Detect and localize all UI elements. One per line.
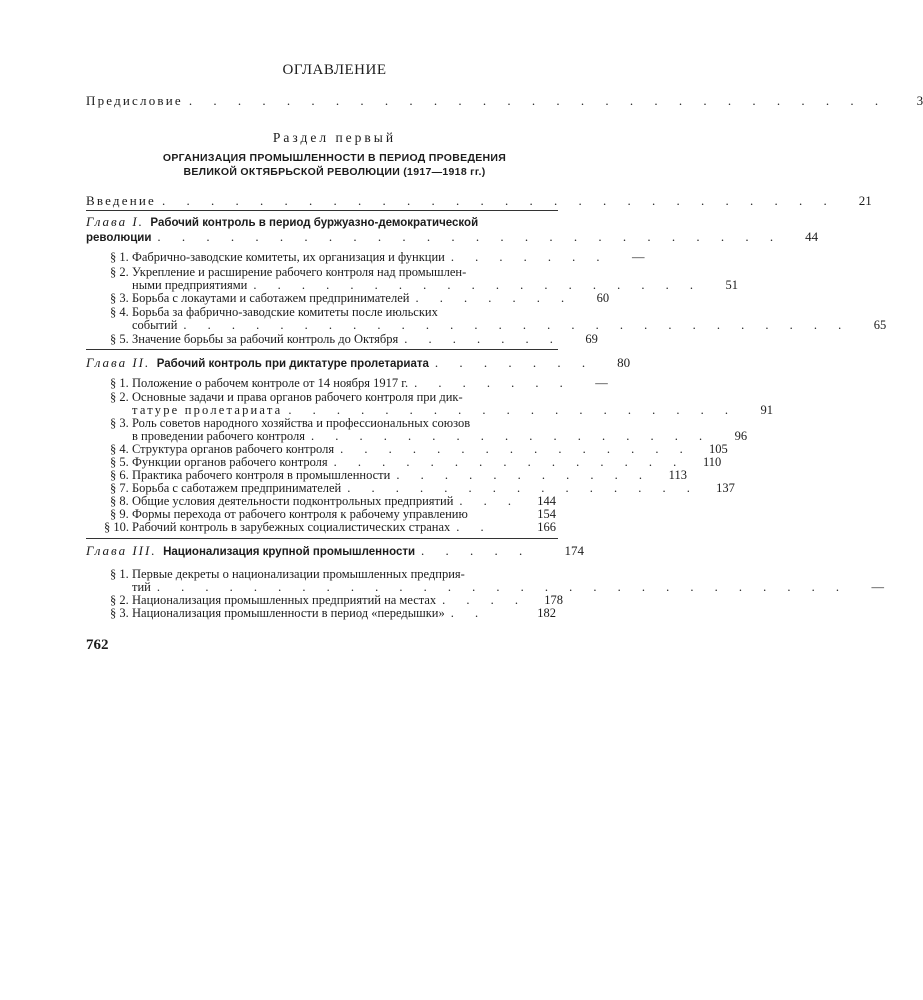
section-mark: § 3.	[110, 416, 129, 430]
section-title: Борьба за фабрично-заводские комитеты после июльских	[132, 305, 438, 319]
section-mark: § 4.	[110, 442, 129, 456]
chapter-title-cont: революции	[86, 232, 152, 244]
toc-section-1-4-cont[interactable]: событий . . . . . . . . . . . . . . . . . . . . . . . . . . . . 65	[132, 318, 887, 332]
chapter-1-title-line1[interactable]	[86, 215, 558, 230]
entry-page: 21	[858, 193, 872, 208]
section-page: 60	[596, 291, 610, 305]
toc-section-3-2[interactable]: § 2. Национализация промышленных предприятий на местах . . . . 178	[110, 593, 564, 607]
toc-section-2-7[interactable]: § 7. Борьба с саботажем предпринимателей . . . . . . . . . . . . . . . 137	[110, 481, 735, 495]
toc-section-2-2-cont[interactable]: татуре пролетариата . . . . . . . . . . . . . . . . . . . 91	[132, 403, 774, 417]
section-mark: § 2.	[110, 265, 129, 279]
section-page: 166	[537, 520, 556, 534]
section-page: 154	[537, 507, 556, 521]
chapter-page: 174	[564, 543, 584, 558]
section-title: Значение борьбы за рабочий контроль до Октября	[132, 332, 399, 346]
chapter-page: 44	[805, 229, 819, 244]
section-page: 113	[668, 468, 687, 482]
section-label: Раздел первый	[272, 130, 397, 145]
section-title: Основные задачи и права органов рабочего контроля при дик-	[132, 390, 463, 404]
section-page: 178	[544, 593, 564, 607]
chapter-title: Национализация крупной промышленности	[163, 546, 416, 558]
section-title: Первые декреты о национализации промышленных предприя-	[132, 567, 465, 581]
section-page: 182	[537, 606, 556, 620]
section-title: Национализация промышленных предприятий на местах	[132, 593, 437, 607]
section-title: Положение о рабочем контроле от 14 ноября 1917 г.	[132, 376, 409, 390]
section-page: 137	[716, 481, 735, 495]
section-subtitle-line2: ВЕЛИКОЙ ОКТЯБРЬСКОЙ РЕВОЛЮЦИИ (1917—1918 гг.)	[183, 166, 486, 178]
section-mark: § 1.	[110, 376, 129, 390]
chapter-title: Рабочий контроль в период буржуазно-демократической	[150, 217, 479, 229]
section-title-cont: событий	[132, 318, 178, 332]
page-number: 762	[86, 637, 109, 653]
toc-section-2-8[interactable]: § 8. Общие условия деятельности подконтрольных предприятий . . . 144	[110, 494, 557, 508]
section-mark: § 1.	[110, 250, 129, 264]
section-page: —	[871, 580, 884, 594]
section-page: —	[632, 250, 645, 264]
section-title: Рабочий контроль в зарубежных социалистических странах	[132, 520, 451, 534]
entry-label: Введение	[86, 193, 156, 208]
section-title: Функции органов рабочего контроля	[132, 455, 328, 469]
section-title: Борьба с саботажем предпринимателей	[132, 481, 342, 495]
section-mark: § 7.	[110, 481, 129, 495]
chapter-label: Глава I.	[86, 214, 144, 229]
chapter-1-title-line2[interactable]: революции . . . . . . . . . . . . . . . . . . . . . . . . . . 44	[86, 229, 819, 244]
toc-entry-intro[interactable]: Введение . . . . . . . . . . . . . . . . . . . . . . . . . . . . 21	[86, 193, 872, 208]
toc-section-2-1[interactable]: § 1. Положение о рабочем контроле от 14 ноября 1917 г. . . . . . . . —	[110, 376, 608, 390]
section-mark: § 1.	[110, 567, 129, 581]
section-mark: § 8.	[110, 494, 129, 508]
section-title: Укрепление и расширение рабочего контроля над промышлен-	[132, 265, 467, 279]
section-page: 144	[537, 494, 557, 508]
section-title: Практика рабочего контроля в промышленности	[132, 468, 391, 482]
divider	[86, 538, 558, 539]
toc-title: ОГЛАВЛЕНИЕ	[282, 62, 387, 78]
section-title: Национализация промышленности в период «передышки»	[132, 606, 445, 620]
section-page: 51	[725, 278, 738, 292]
toc-section-2-10[interactable]: § 10. Рабочий контроль в зарубежных социалистических странах . . 166	[104, 520, 556, 534]
section-page: —	[595, 376, 608, 390]
section-title-cont: татуре пролетариата	[132, 403, 283, 417]
section-mark: § 5.	[110, 455, 129, 469]
toc-section-3-1-cont[interactable]: тий . . . . . . . . . . . . . . . . . . . . . . . . . . . . . —	[132, 580, 884, 594]
section-page: 105	[708, 442, 728, 456]
section-page: 110	[702, 455, 722, 469]
section-title: Структура органов рабочего контроля	[132, 442, 335, 456]
chapter-title: Рабочий контроль при диктатуре пролетариата	[156, 358, 429, 370]
toc-section-1-2-cont[interactable]: ными предприятиями . . . . . . . . . . . . . . . . . . . 51	[132, 278, 738, 292]
section-mark: § 10.	[104, 520, 129, 534]
section-title: Роль советов народного хозяйства и профессиональных союзов	[132, 416, 471, 430]
section-page: 91	[760, 403, 774, 417]
toc-section-1-3[interactable]: § 3. Борьба с локаутами и саботажем предпринимателей . . . . . . . 60	[110, 291, 610, 305]
chapter-2-title[interactable]: Глава II. Рабочий контроль при диктатуре пролетариата . . . . . . . 80	[86, 355, 631, 370]
toc-section-3-3[interactable]: § 3. Национализация промышленности в период «передышки» . . 182	[110, 606, 556, 620]
section-mark: § 5.	[110, 332, 129, 346]
section-title: Фабрично-заводские комитеты, их организация и функции	[132, 250, 445, 264]
section-mark: § 3.	[110, 606, 129, 620]
section-title: Формы перехода от рабочего контроля к рабочему управлению	[132, 507, 468, 521]
section-mark: § 9.	[110, 507, 129, 521]
chapter-page: 80	[617, 355, 631, 370]
chapter-label: Глава III.	[86, 543, 157, 558]
section-page: 65	[873, 318, 887, 332]
section-title-cont: ными предприятиями	[132, 278, 248, 292]
section-title: Борьба с локаутами и саботажем предпринимателей	[132, 291, 410, 305]
section-title-cont: тий	[132, 580, 151, 594]
toc-entry-preface[interactable]: Предисловие . . . . . . . . . . . . . . . . . . . . . . . . . . . . . 3	[86, 93, 923, 108]
section-mark: § 2.	[110, 390, 129, 404]
section-mark: § 3.	[110, 291, 129, 305]
section-mark: § 6.	[110, 468, 129, 482]
toc-section-2-3-cont[interactable]: в проведении рабочего контроля . . . . . . . . . . . . . . . . . 96	[132, 429, 748, 443]
toc-section-2-4[interactable]: § 4. Структура органов рабочего контроля . . . . . . . . . . . . . . . 105	[110, 442, 728, 456]
section-title-cont: в проведении рабочего контроля	[132, 429, 305, 443]
toc-section-2-5[interactable]: § 5. Функции органов рабочего контроля . . . . . . . . . . . . . . . 110	[110, 455, 722, 469]
toc-section-1-5[interactable]: § 5. Значение борьбы за рабочий контроль до Октября . . . . . . . 69	[110, 332, 598, 346]
chapter-3-title[interactable]: Глава III. Национализация крупной промышленности . . . . . 174	[86, 543, 584, 558]
section-subtitle-line1: ОРГАНИЗАЦИЯ ПРОМЫШЛЕННОСТИ В ПЕРИОД ПРОВЕДЕНИЯ	[162, 152, 507, 164]
toc-section-1-1[interactable]: § 1. Фабрично-заводские комитеты, их организация и функции . . . . . . . —	[110, 250, 645, 264]
section-page: 96	[734, 429, 748, 443]
divider	[86, 349, 558, 350]
section-title: Общие условия деятельности подконтрольных предприятий	[132, 494, 454, 508]
entry-label: Предисловие	[86, 93, 183, 108]
entry-page: 3	[916, 93, 923, 108]
divider	[86, 210, 558, 211]
section-mark: § 2.	[110, 593, 129, 607]
chapter-label: Глава II.	[86, 355, 151, 370]
section-page: 69	[585, 332, 598, 346]
section-mark: § 4.	[110, 305, 129, 319]
toc-section-2-6[interactable]: § 6. Практика рабочего контроля в промышленности . . . . . . . . . . . 113	[110, 468, 687, 482]
